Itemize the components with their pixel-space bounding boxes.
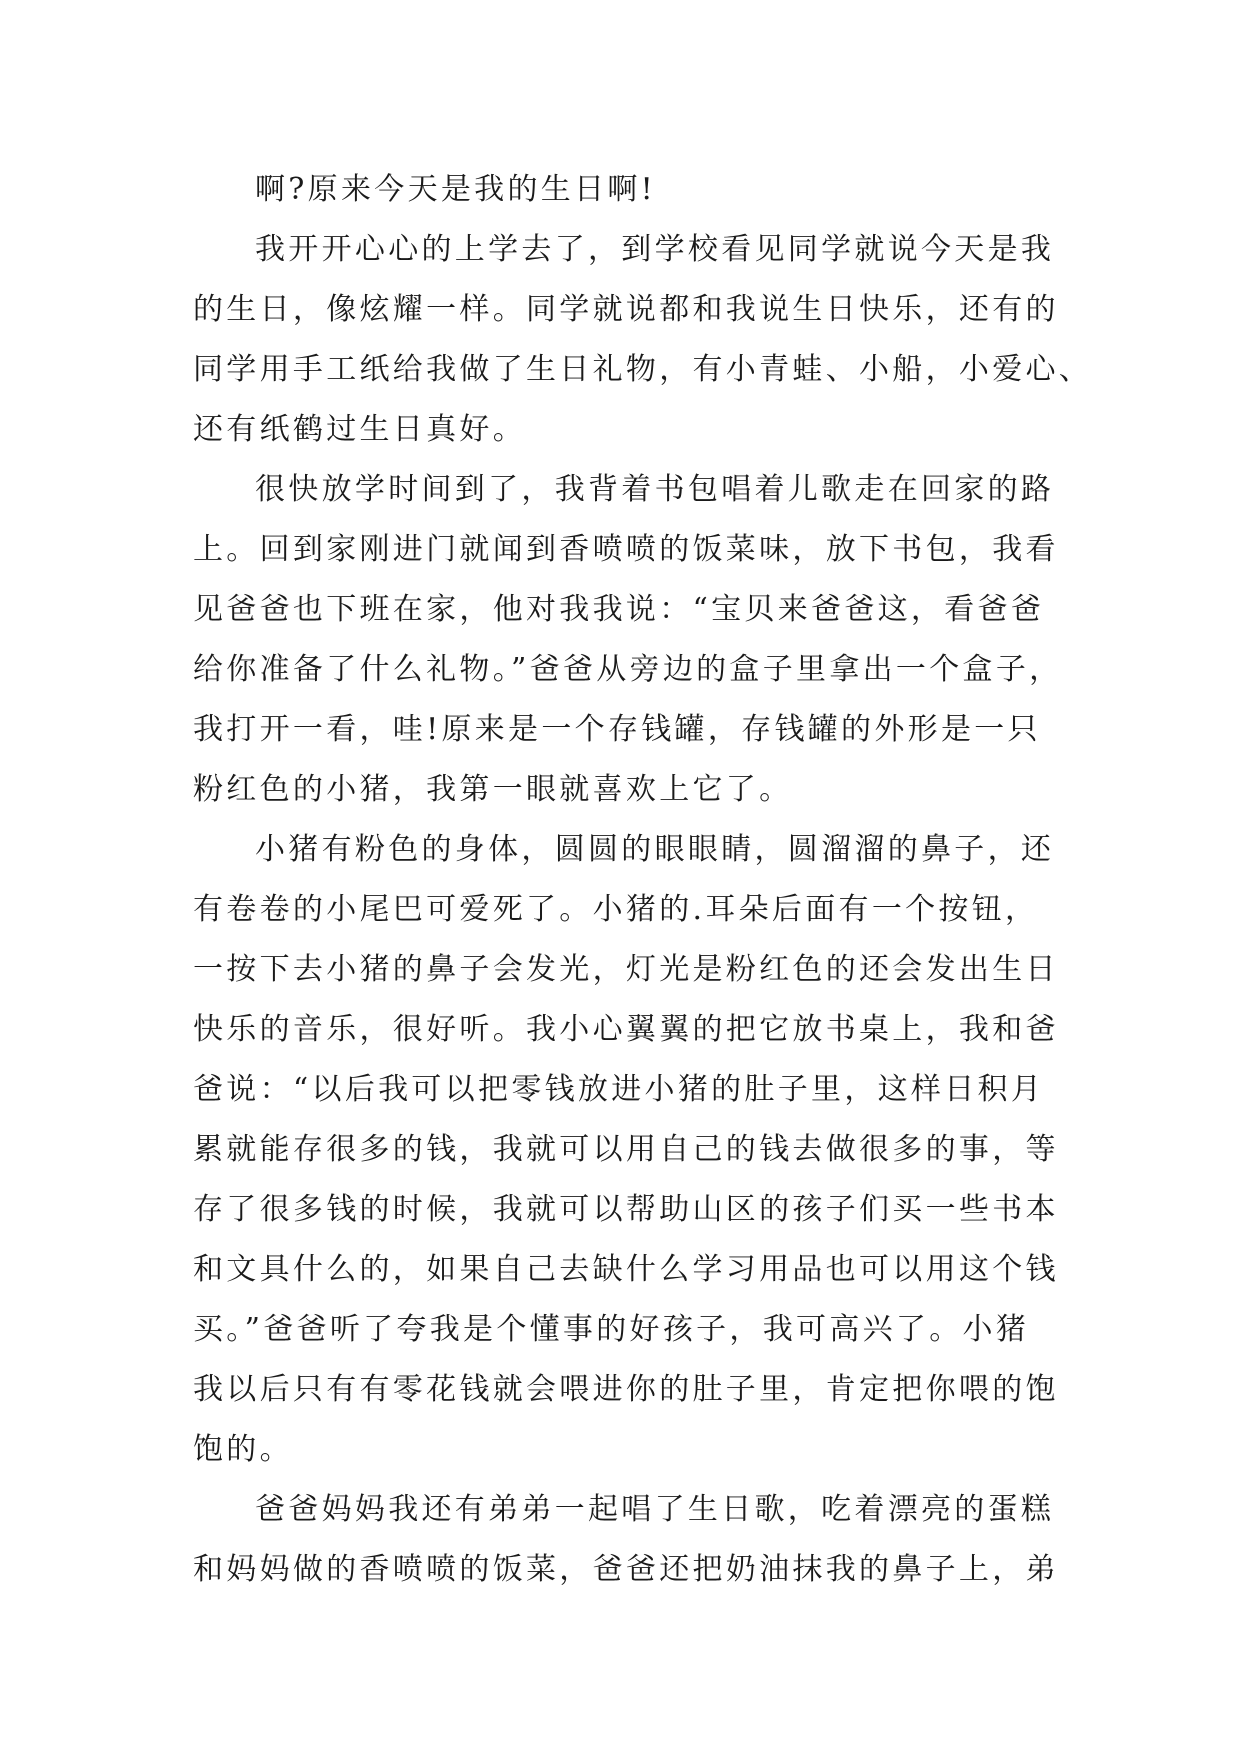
paragraph-3 [193, 460, 1063, 820]
paragraph-4 [193, 820, 1063, 1480]
body-text [193, 160, 1093, 1600]
paragraph-1 [193, 160, 1063, 220]
paragraph-5 [193, 1480, 1063, 1600]
text-line: 饱的。 [193, 1432, 293, 1467]
text-line: 的生日，像炫耀一样。同学就说都和我说生日快乐，还有的 [193, 292, 1059, 327]
text-line: 爸爸妈妈我还有弟弟一起唱了生日歌，吃着漂亮的蛋糕 [255, 1492, 1055, 1527]
text-line: 和妈妈做的香喷喷的饭菜，爸爸还把奶油抹我的鼻子上，弟 [193, 1552, 1059, 1587]
text-line: 小猪有粉色的身体，圆圆的眼眼睛，圆溜溜的鼻子，还 [255, 832, 1055, 867]
text-line: 见爸爸也下班在家，他对我我说：“宝贝来爸爸这，看爸爸 [193, 592, 1045, 627]
text-line: 我以后只有有零花钱就会喂进你的肚子里，肯定把你喂的饱 [193, 1372, 1059, 1407]
text-line: 快乐的音乐，很好听。我小心翼翼的把它放书桌上，我和爸 [193, 1012, 1059, 1047]
text-line: 我打开一看，哇!原来是一个存钱罐，存钱罐的外形是一只 [193, 712, 1041, 747]
text-line: 有卷卷的小尾巴可爱死了。小猪的.耳朵后面有一个按钮， [193, 892, 1039, 927]
text-line: 同学用手工纸给我做了生日礼物，有小青蛙、小船，小爱心、 [193, 352, 1093, 387]
text-line: 爸说：“以后我可以把零钱放进小猪的肚子里，这样日积月 [193, 1072, 1045, 1107]
text-line: 上。回到家刚进门就闻到香喷喷的饭菜味，放下书包，我看 [193, 532, 1059, 567]
text-line: 啊?原来今天是我的生日啊! [255, 172, 657, 207]
text-line: 和文具什么的，如果自己去缺什么学习用品也可以用这个钱 [193, 1252, 1059, 1287]
text-line: 累就能存很多的钱，我就可以用自己的钱去做很多的事，等 [193, 1132, 1059, 1167]
paragraph-2 [193, 220, 1093, 460]
text-line: 一按下去小猪的鼻子会发光，灯光是粉红色的还会发出生日 [193, 952, 1059, 987]
text-line: 给你准备了什么礼物。”爸爸从旁边的盒子里拿出一个盒子， [193, 652, 1063, 687]
text-line: 很快放学时间到了，我背着书包唱着儿歌走在回家的路 [255, 472, 1055, 507]
text-line: 粉红色的小猪，我第一眼就喜欢上它了。 [193, 772, 793, 807]
text-line: 我开开心心的上学去了，到学校看见同学就说今天是我 [255, 232, 1055, 267]
text-line: 还有纸鹤过生日真好。 [193, 412, 526, 447]
text-line: 存了很多钱的时候，我就可以帮助山区的孩子们买一些书本 [193, 1192, 1059, 1227]
text-line: 买。”爸爸听了夸我是个懂事的好孩子，我可高兴了。小猪 [193, 1312, 1030, 1347]
